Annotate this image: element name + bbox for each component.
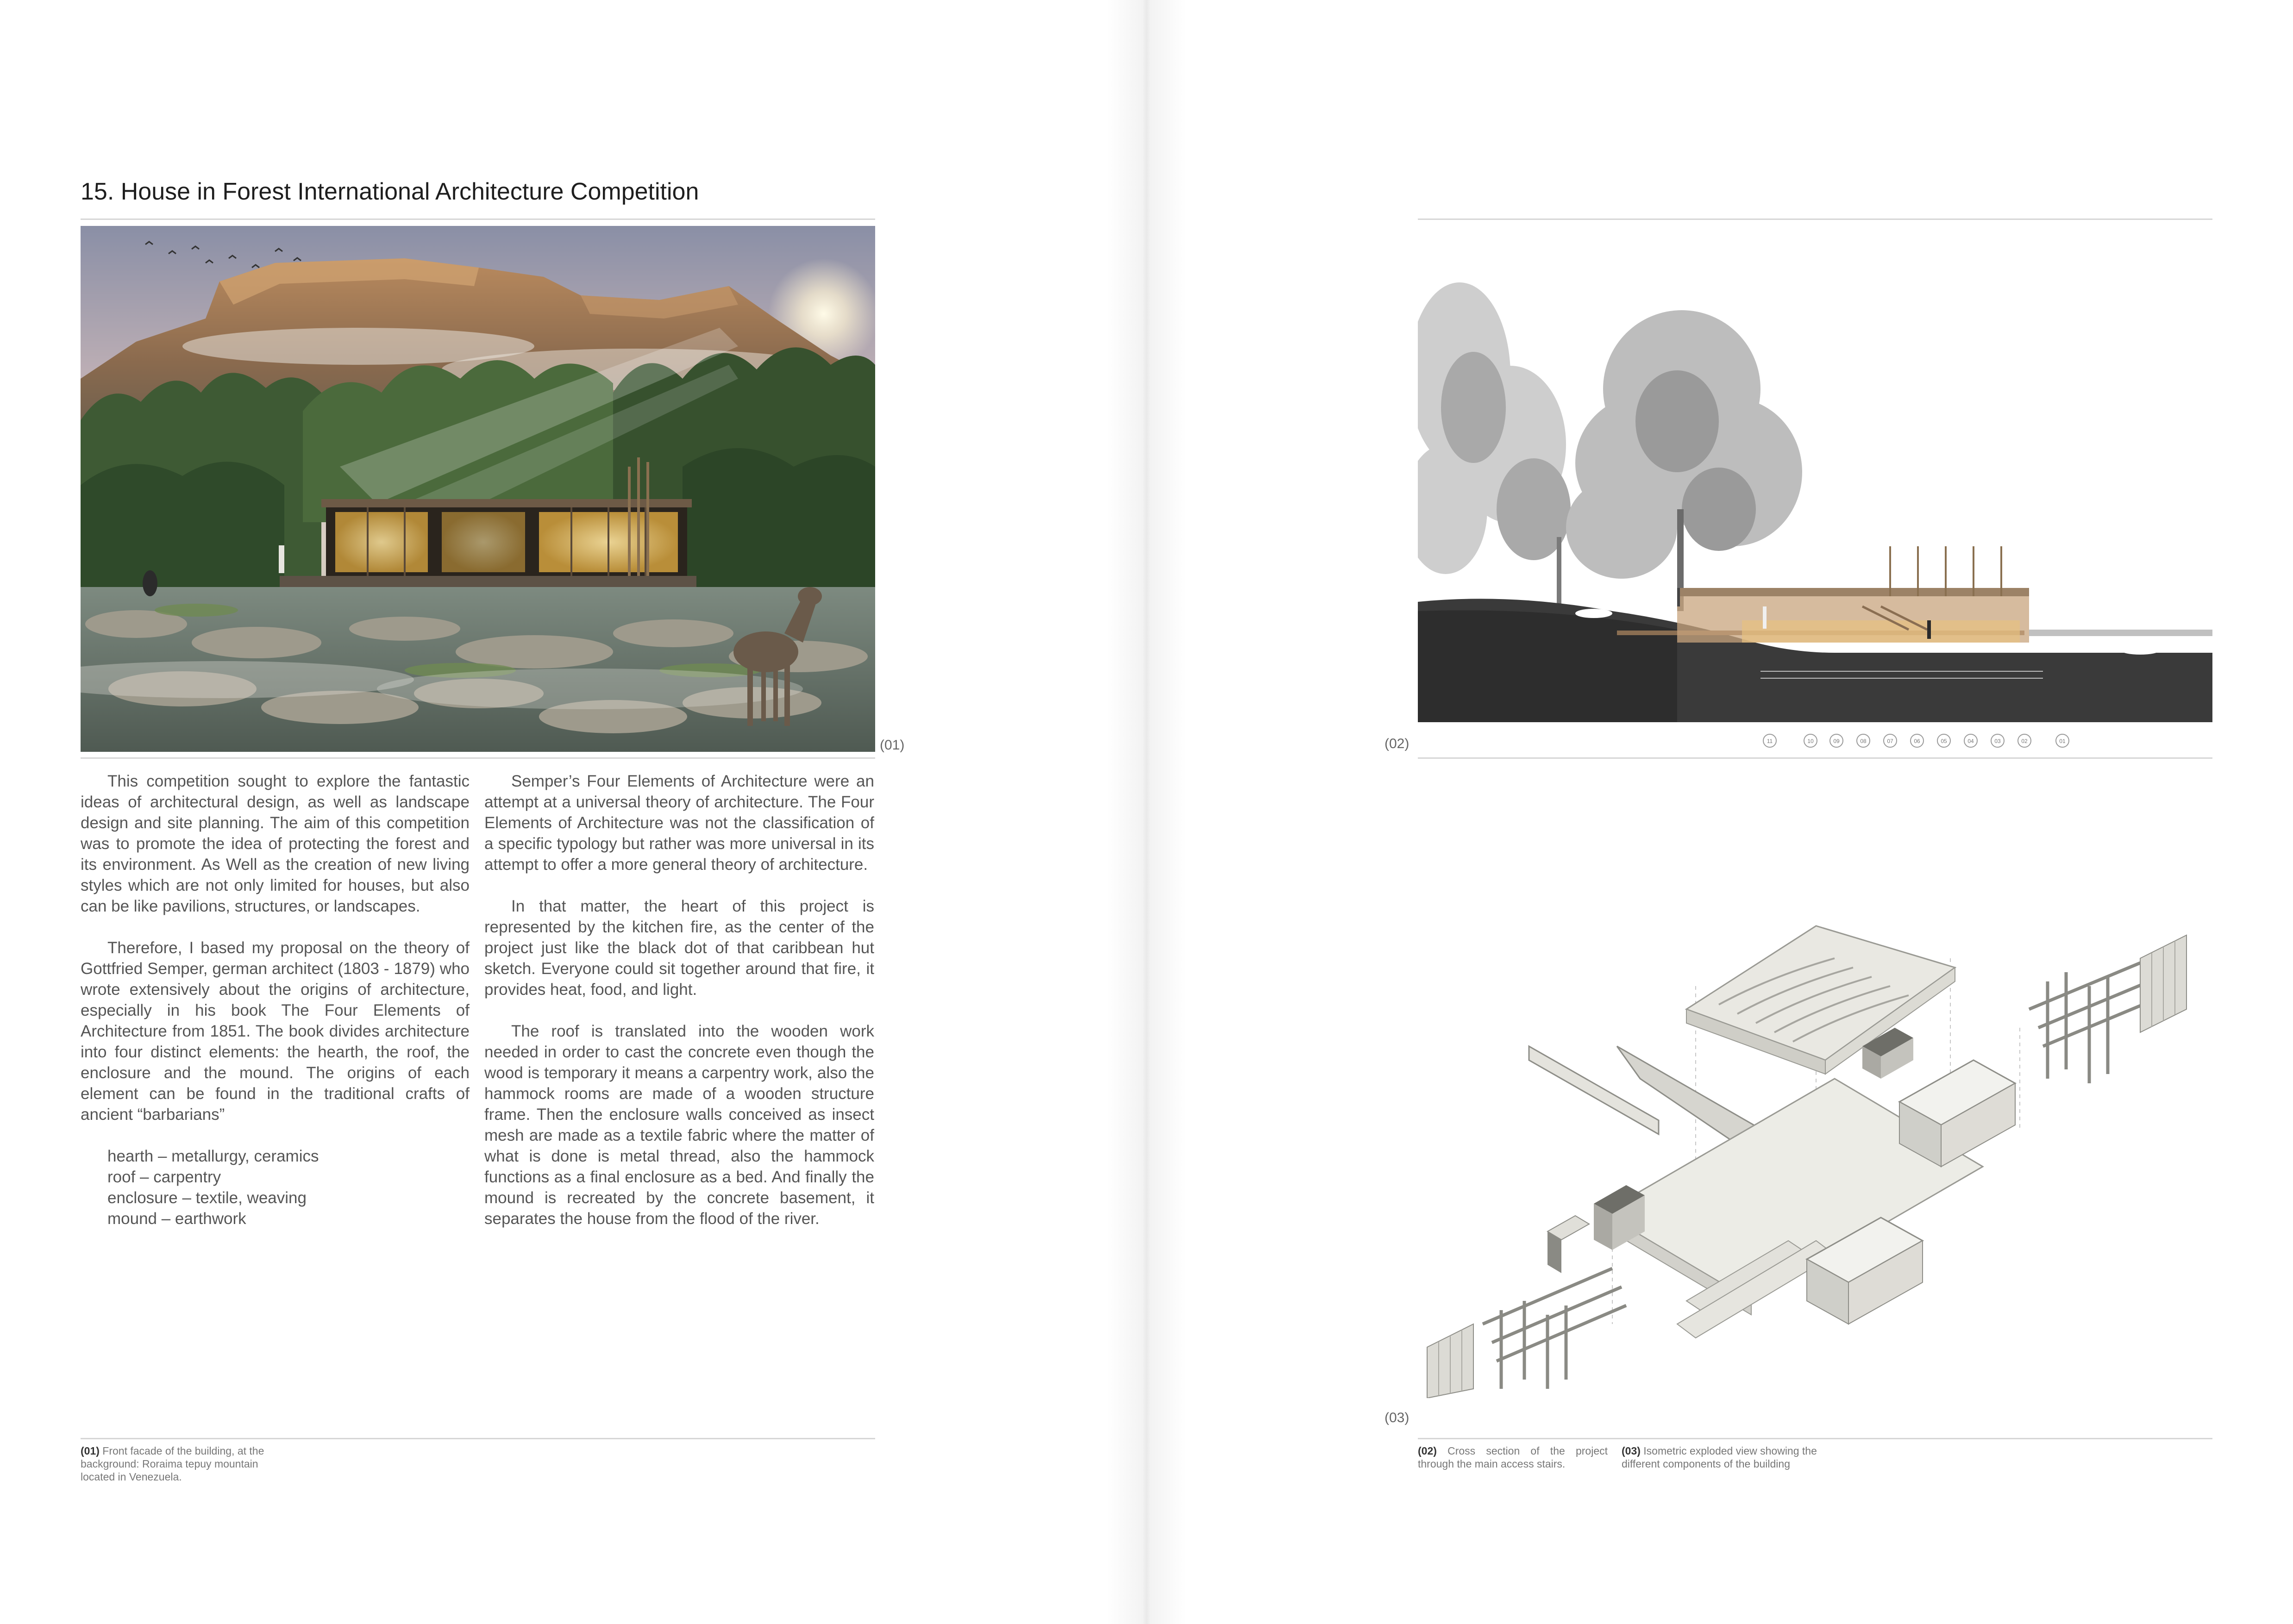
caption-03: [1622, 1444, 1821, 1470]
title-divider: [81, 219, 875, 220]
caption-01-label: (01): [81, 1445, 100, 1457]
body-column-1: [81, 771, 470, 1229]
figure-02-number: (02): [1385, 736, 1410, 751]
paragraph-competition-aim: This competition sought to explore the fantastic ideas of architectural design, as well as landscape design and site planning. The aim of this competition was to promote the idea of protecting the forest and its environment. As Well as the creation of new living styles which are not only limited for houses, but also can be like pavilions, structures, or landscapes.: [81, 772, 470, 915]
cross-section-drawing: [1418, 269, 2212, 731]
callout-label: 03: [1994, 738, 2001, 744]
front-facade-render: [81, 226, 875, 752]
book-gutter: [1107, 0, 1186, 1624]
cross-section-graphic: [1418, 269, 2212, 731]
figure-01-divider: [81, 757, 875, 759]
callout-label: 06: [1914, 738, 1920, 744]
isometric-exploded-view: [1418, 907, 2212, 1398]
callout-label: 04: [1967, 738, 1974, 744]
callout-label: 02: [2021, 738, 2028, 744]
caption-02-label: (02): [1418, 1445, 1437, 1457]
caption-03-text: Isometric exploded view showing the different components of the building: [1622, 1445, 1817, 1470]
section-callouts: [1418, 727, 2212, 755]
caption-01-text: Front facade of the building, at the background: Roraima tepuy mountain located in Venezuela.: [81, 1445, 264, 1483]
callout-label: 08: [1860, 738, 1867, 744]
caption-02-text: Cross section of the project through the main access stairs.: [1418, 1445, 1608, 1470]
list-item: hearth – metallurgy, ceramics: [107, 1147, 319, 1165]
caption-divider-left: [81, 1438, 875, 1439]
caption-divider-right: [1418, 1438, 2212, 1439]
front-facade-render-graphic: [81, 226, 875, 752]
callout-label: 07: [1887, 738, 1893, 744]
callout-label: 05: [1941, 738, 1947, 744]
paragraph-roof-enclosure-mound: The roof is translated into the wooden work needed in order to cast the concrete even though the wood is temporary it means a carpentry work, also the hammock rooms are made of a wooden structure frame. Then the enclosure walls conceived as insect mesh are made as a textile fabric where the matter of what is done is metal thread, also the hammock functions as a final enclosure as a bed. And finally the mound is recreated by the concrete basement, it separates the house from the flood of the river.: [484, 1022, 874, 1228]
list-item: roof – carpentry: [107, 1168, 221, 1186]
paragraph-semper-theory: Therefore, I based my proposal on the theory of Gottfried Semper, german architect (1803 - 1879) who wrote extensively about the origins of architecture, especially in his book The Four Elements of Architecture from 1851. The book divides architecture into four distinct elements: the hearth, the roof, the enclosure and the mound. The origins of each element can be found in the traditional crafts of ancient “barbarians”: [81, 939, 470, 1124]
caption-01: [81, 1444, 270, 1483]
isometric-exploded-graphic: [1418, 907, 2212, 1398]
caption-03-label: (03): [1622, 1445, 1641, 1457]
figure-02-divider: [1418, 757, 2212, 759]
top-divider-right: [1418, 219, 2212, 220]
list-item: mound – earthwork: [107, 1210, 246, 1228]
caption-02: [1418, 1444, 1608, 1470]
callout-label: 01: [2059, 738, 2066, 744]
callout-label: 09: [1833, 738, 1840, 744]
body-column-2: [484, 771, 874, 1250]
figure-03-number: (03): [1385, 1410, 1410, 1425]
figure-01-number: (01): [880, 737, 905, 753]
paragraph-kitchen-fire: In that matter, the heart of this project is represented by the kitchen fire, as the center of the project just like the black dot of that caribbean hut sketch. Everyone could sit together around that fire, it provides heat, food, and light.: [484, 897, 874, 999]
callout-label: 10: [1807, 738, 1814, 744]
four-elements-list: [81, 1146, 470, 1229]
paragraph-universal-theory: Semper’s Four Elements of Architecture were an attempt at a universal theory of architecture. The Four Elements of Architecture was not the classification of a specific typology but rather was more universal in its attempt to offer a more general theory of architecture.: [484, 772, 874, 874]
list-item: enclosure – textile, weaving: [107, 1189, 307, 1207]
page-title: 15. House in Forest International Architecture Competition: [81, 178, 699, 205]
callout-label: 11: [1767, 738, 1773, 744]
